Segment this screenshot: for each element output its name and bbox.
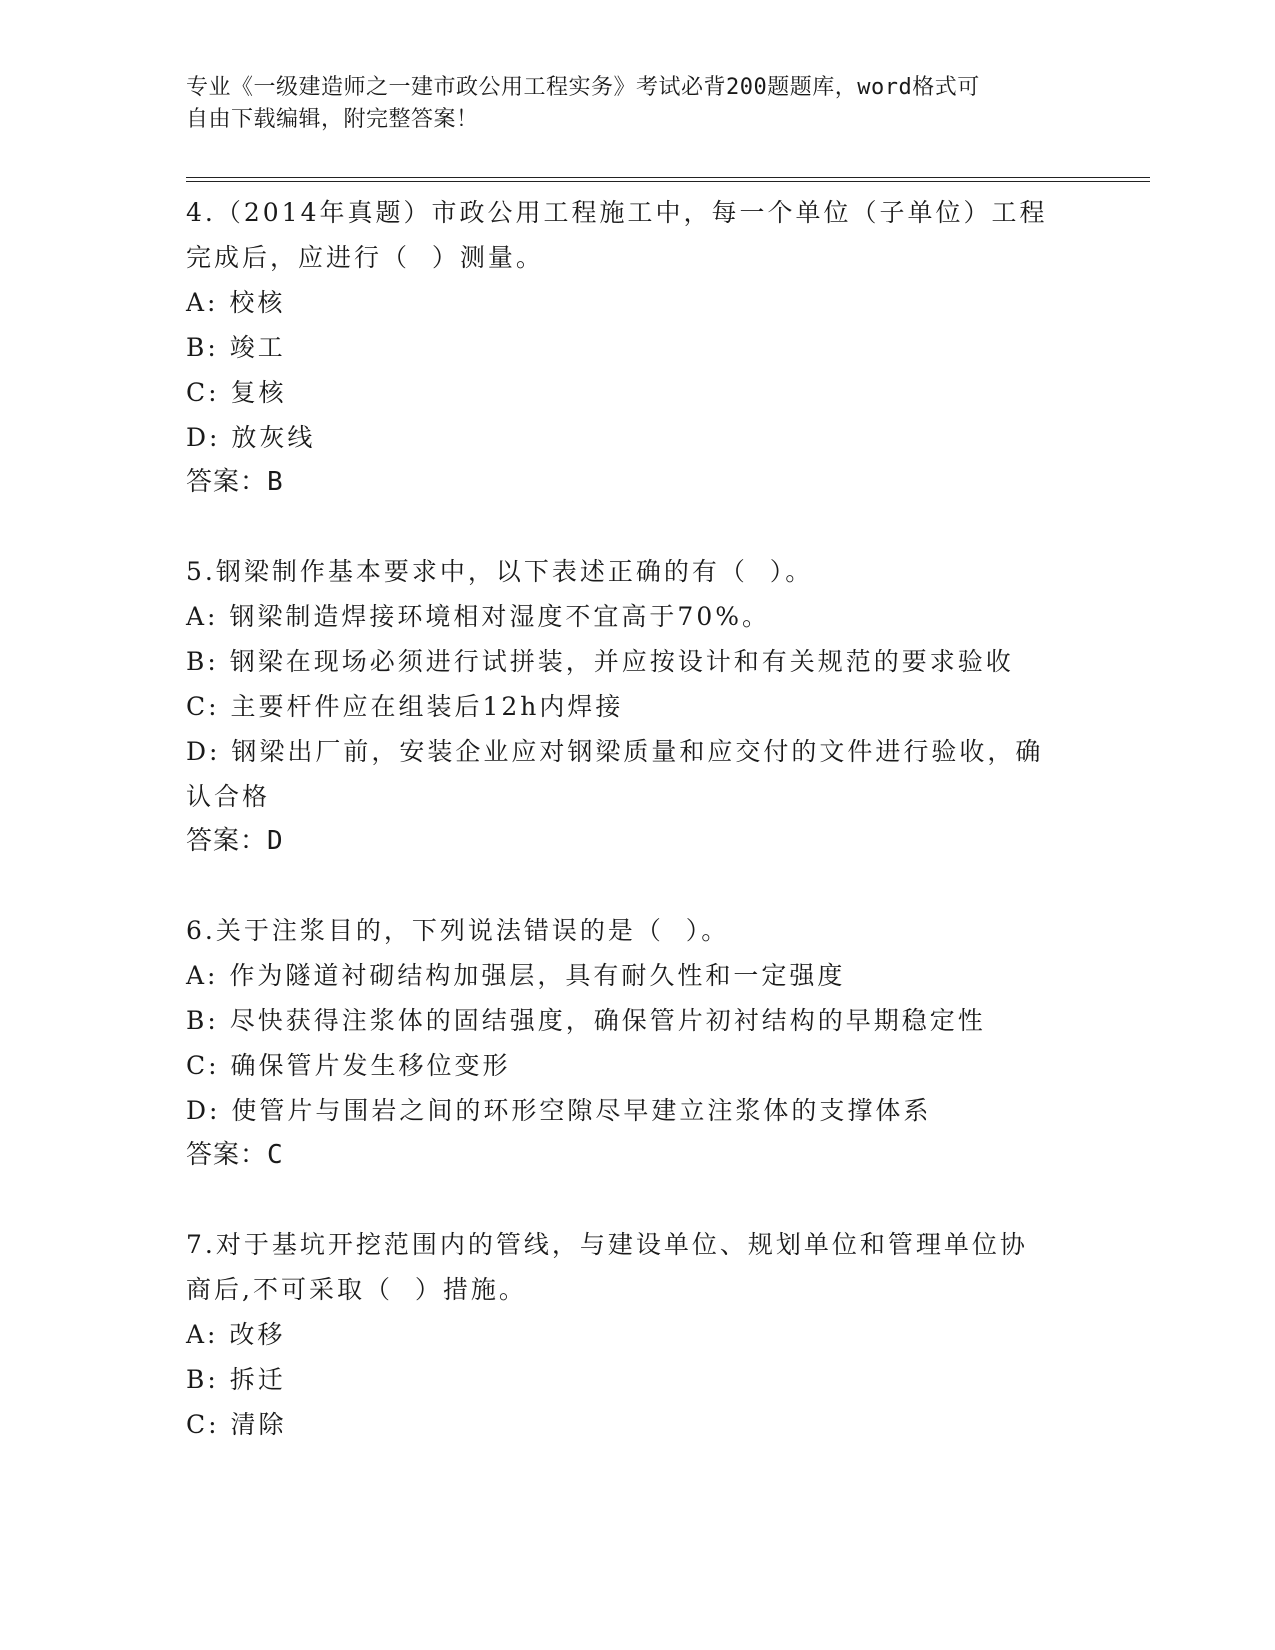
header-divider-top <box>186 177 1150 178</box>
option-d-continued: 认合格 <box>186 782 271 811</box>
header-line-1: 专业《一级建造师之一建市政公用工程实务》考试必背200题题库，word格式可 <box>186 75 980 100</box>
option-c: C: 清除 <box>186 1410 287 1439</box>
option-c: C: 确保管片发生移位变形 <box>186 1051 511 1080</box>
question-stem-continued: 商后,不可采取（ ）措施。 <box>186 1275 527 1304</box>
question-5 <box>186 549 1186 864</box>
question-spacer <box>186 1178 1186 1222</box>
question-spacer <box>186 505 1186 549</box>
question-stem: 7.对于基坑开挖范围内的管线，与建设单位、规划单位和管理单位协 <box>186 1230 1028 1259</box>
header-line-2: 自由下载编辑，附完整答案！ <box>186 107 479 132</box>
option-b: B: 尽快获得注浆体的固结强度，确保管片初衬结构的早期稳定性 <box>186 1006 986 1035</box>
question-4 <box>186 190 1186 505</box>
question-stem: 4.（2014年真题）市政公用工程施工中，每一个单位（子单位）工程 <box>186 198 1048 227</box>
option-b: B: 竣工 <box>186 333 286 362</box>
option-a: A: 校核 <box>186 288 286 317</box>
question-stem: 5.钢梁制作基本要求中，以下表述正确的有（ ）。 <box>186 557 814 586</box>
question-stem: 6.关于注浆目的，下列说法错误的是（ ）。 <box>186 916 730 945</box>
question-6 <box>186 908 1186 1178</box>
option-c: C: 主要杆件应在组装后12h内焊接 <box>186 692 624 721</box>
option-b: B: 拆迁 <box>186 1365 286 1394</box>
option-c: C: 复核 <box>186 378 287 407</box>
question-stem-continued: 完成后，应进行（ ）测量。 <box>186 243 544 272</box>
option-a: A: 改移 <box>186 1320 286 1349</box>
option-d: D: 使管片与围岩之间的环形空隙尽早建立注浆体的支撑体系 <box>186 1096 932 1125</box>
question-spacer <box>186 864 1186 908</box>
answer-line: 答案：D <box>186 826 284 856</box>
question-7 <box>186 1222 1186 1447</box>
option-d: D: 钢梁出厂前，安装企业应对钢梁质量和应交付的文件进行验收，确 <box>186 737 1044 766</box>
answer-line: 答案：B <box>186 467 284 497</box>
question-list <box>186 190 1186 1447</box>
answer-line: 答案：C <box>186 1140 284 1170</box>
option-b: B: 钢梁在现场必须进行试拼装，并应按设计和有关规范的要求验收 <box>186 647 1014 676</box>
document-header <box>186 72 1086 136</box>
option-a: A: 钢梁制造焊接环境相对湿度不宜高于70%。 <box>186 602 770 631</box>
header-divider-bottom <box>186 181 1150 182</box>
option-d: D: 放灰线 <box>186 423 316 452</box>
option-a: A: 作为隧道衬砌结构加强层，具有耐久性和一定强度 <box>186 961 846 990</box>
